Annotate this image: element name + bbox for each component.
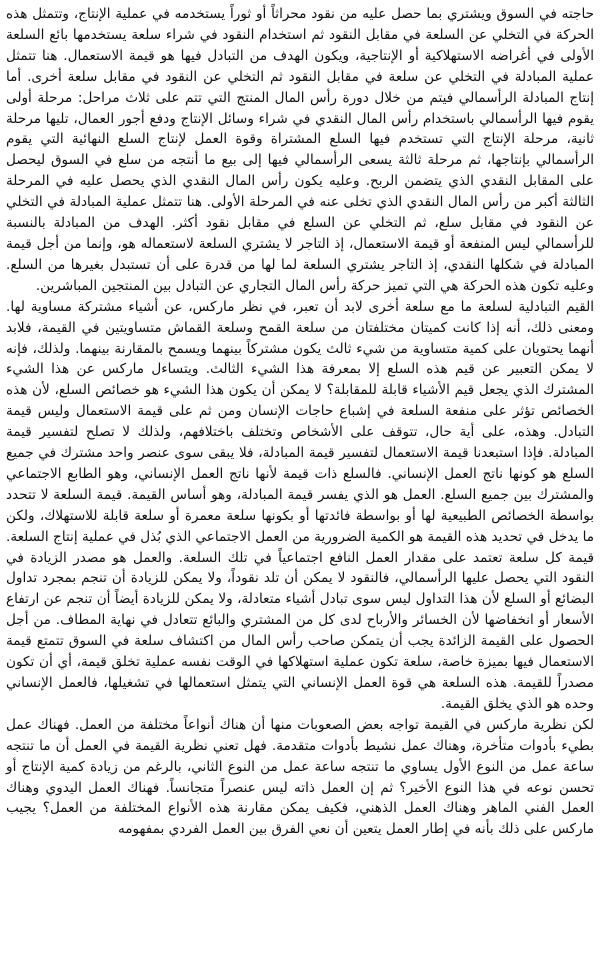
paragraph-capital-circulation: حاجته في السوق ويشتري بما حصل عليه من نقود محراثاً أو ثوراً يستخدمه في عملية الإنتاج، وتتمثل هذه الحركة في التخلي عن السلعة في مقابل النقود ثم استخدام النقود في شراء سلعة يستخدمها بائع السلعة الأولى في أغراضه الاستهلاكية أو الإنتاجية، ويكون الهدف من التبادل فيها هو قيمة الاستعمال. هنا تتمثل عملية المبادلة في التخلي عن سلعة في مقابل النقود ثم التخلي عن النقود في مقابل سلعة أخرى. أما إنتاج المبادلة الرأسمالي فيتم من خلال دورة رأس المال المنتج التي تتم على ثلاث مراحل: مرحلة أولى يقوم فيها الرأسمالي باستخدام رأس المال النقدي في شراء وسائل الإنتاج ودفع أجور العمال، تليها مرحلة ثانية، مرحلة الإنتاج التي تستخدم فيها السلع المشتراة وقوة العمل لإنتاج السلع النهائية التي يقوم الرأسمالي بإنتاجها، ثم مرحلة ثالثة يسعى الرأسمالي فيها إلى بيع ما أنتجه من سلع في السوق ليحصل على المقابل النقدي الذي يتضمن الربح. وعليه يكون رأس المال النقدي الذي يحصل عليه في المرحلة الثالثة أكبر من رأس المال النقدي الذي تخلى عنه في المرحلة الأولى. هنا تتمثل عملية المبادلة في التخلي عن النقود في مقابل سلع، ثم التخلي عن السلع في مقابل نقود أكثر. الهدف من المبادلة بالنسبة للرأسمالي ليس المنفعة أو قيمة الاستعمال، إذ التاجر لا يشتري السلعة لاستعماله هو، وإنما من أجل قيمة المبادلة في شكلها النقدي، إذ التاجر يشتري السلعة لما لها من قدرة على أن تستبدل بغيرها من السلع. وعليه تكون هذه الحركة هي التي تميز حركة رأس المال التجاري عن التبادل بين المنتجين المباشرين. xyxy=(6,6,594,294)
paragraph-labor-types: لكن نظرية ماركس في القيمة تواجه بعض الصعوبات منها أن هناك أنواعاً مختلفة من العمل. فهناك عمل بطيء بأدوات متأخرة، وهناك عمل نشيط بأدوات متقدمة. فهل تعني نظرية القيمة في العمل أن ما تنتجه ساعة عمل من النوع الأول يساوي ما تنتجه ساعة عمل من النوع الثاني، بالرغم من زيادة كمية الإنتاج أو تحسن نوعه في هذا النوع الأخير؟ ثم إن العمل ذاته ليس عنصراً متجانساً. فهناك العمل اليدوي وهناك العمل الفني الماهر وهناك العمل الذهني، فكيف يمكن مقارنة هذه الأنواع المختلفة من العمل؟ يجيب ماركس على ذلك بأنه في إطار العمل يتعين أن نعي الفرق بين العمل الفردي بمفهومه xyxy=(6,716,594,838)
paragraph-exchange-value: القيم التبادلية لسلعة ما مع سلعة أخرى لابد أن تعبر، في نظر ماركس، عن أشياء مشتركة مساوية لها. ومعنى ذلك، أنه إذا كانت كميتان مختلفتان من سلعة القمح وسلعة القماش متساويتين في القيمة، فلابد أنهما يحتويان على كمية متساوية من شيء ثالث يكون مشتركاً بينهما ويسمح بالمقارنة بينهما. ولذلك، فإنه لا يمكن التعبير عن قيم هذه السلع إلا بمعرفة هذا الشيء الثالث. ويتساءل ماركس عن هذا الشيء المشترك الذي يجعل قيم الأشياء قابلة للمقابلة؟ لا يمكن أن يكون هذا الشيء هو خصائص السلع، لأن هذه الخصائص تؤثر على منفعة السلعة في إشباع حاجات الإنسان ومن ثم على قيمة الاستعمال وليس قيمة التبادل. وهذه، على أية حال، تتوقف على الأشخاص وتختلف باختلافهم، ولذلك لا تصلح لتفسير قيمة المبادلة. فإذا استبعدنا قيمة الاستعمال لتفسير قيمة المبادلة، فلا يبقى سوى عنصر واحد مشترك في جميع السلع هو كونها ناتج العمل الإنساني. فالسلع ذات قيمة لأنها ناتج العمل الإنساني، وهو الطابع الاجتماعي والمشترك بين جميع السلع. العمل هو الذي يفسر قيمة المبادلة، وهو أساس القيمة. قيمة السلعة لا تتحدد بواسطة الخصائص الطبيعية لها أو بواسطة فائدتها أو بكونها سلعة معمرة أو سلعة قابلة للاستهلاك، ولكن ما يدخل في تحديد هذه القيمة هو الكمية الضرورية من العمل الاجتماعي الذي بُذل في عملية إنتاج السلعة. قيمة كل سلعة تعتمد على مقدار العمل النافع اجتماعياً في تلك السلعة. والعمل هو مصدر الزيادة في النقود التي يحصل عليها الرأسمالي، فالنقود لا يمكن أن تلد نقوداً، ولا يمكن للزيادة أن تنجم بمجرد تداول البضائع أو السلع لأن هذا التداول ليس سوى تبادل أشياء متعادلة، ولا يمكن للزيادة أيضاً أن تنجم عن ارتفاع الأسعار أو انخفاضها لأن الخسائر والأرباح لدى كل من المشتري والبائع تتعادل في نهاية المطاف. من أجل الحصول على القيمة الزائدة يجب أن يتمكن صاحب رأس المال من اكتشاف سلعة في السوق تتمتع قيمة الاستعمال فيها بميزة خاصة، سلعة تكون عملية استهلاكها في الوقت نفسه عملية تخلق قيمة، أي أن تكون مصدراً للقيمة. هذه السلعة هي قوة العمل الإنساني التي يتمثل استعمالها في تشغيلها، فالعمل الإنساني وحده هو الذي يخلق القيمة. xyxy=(6,298,594,712)
